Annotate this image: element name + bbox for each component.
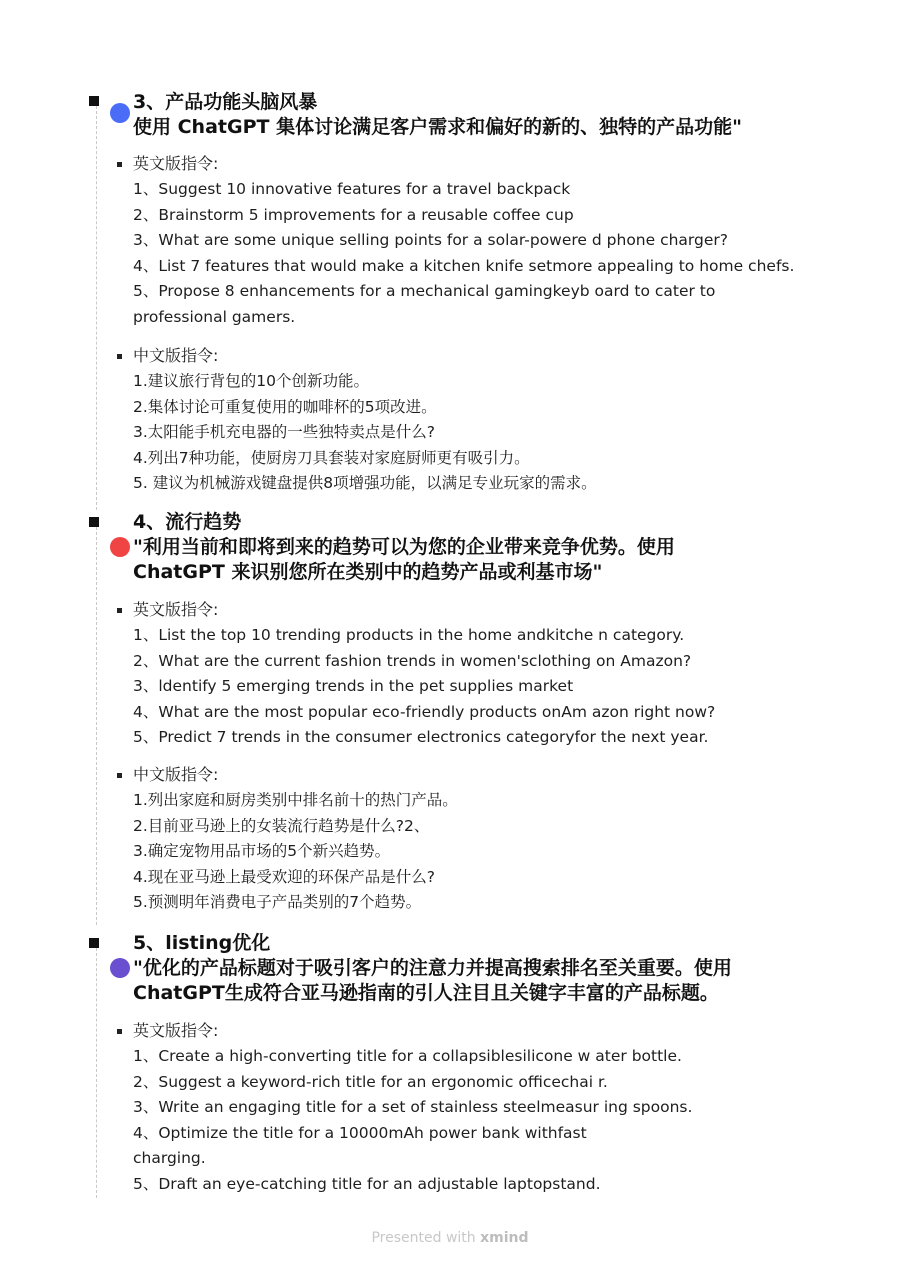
list-item: 2、Brainstorm 5 improvements for a reusable coffee cup xyxy=(133,205,574,224)
list-item: 3.确定宠物用品市场的5个新兴趋势。 xyxy=(133,842,391,860)
list-item: 4、What are the most popular eco-friendly products onAm azon right now? xyxy=(133,702,716,721)
list-item: 4、Optimize the title for a 10000mAh power bank withfast charging. xyxy=(133,1123,587,1167)
section-marker xyxy=(89,938,99,948)
en-instruction-list xyxy=(133,623,793,751)
connector-line xyxy=(96,948,97,1198)
list-item: 1.列出家庭和厨房类别中排名前十的热门产品。 xyxy=(133,791,458,809)
subtopic-bullet xyxy=(117,162,122,167)
list-item: 5.预测明年消费电子产品类别的7个趋势。 xyxy=(133,893,422,911)
subtopic-bullet xyxy=(117,354,122,359)
list-item: 5、Draft an eye-catching title for an adjustable laptopstand. xyxy=(133,1174,601,1193)
connector-line xyxy=(96,527,97,925)
en-instruction-list xyxy=(133,1044,793,1197)
footer-credit xyxy=(0,1230,900,1246)
list-item: 3、ldentify 5 emerging trends in the pet supplies market xyxy=(133,677,574,695)
en-heading: 英文版指令: xyxy=(133,154,219,173)
section-title: 5、listing优化 "优化的产品标题对于吸引客户的注意力并提高搜索排名至关重要。使用 ChatGPT生成符合亚马逊指南的引人注目且关键字丰富的产品标题。 xyxy=(133,932,732,1004)
list-item: 2、Suggest a keyword-rich title for an ergonomic officechai r. xyxy=(133,1072,608,1091)
list-item: 1.建议旅行背包的10个创新功能。 xyxy=(133,372,370,390)
topic-dot xyxy=(110,537,130,557)
list-item: 5. 建议为机械游戏键盘提供8项增强功能，以满足专业玩家的需求。 xyxy=(133,474,597,492)
en-instruction-list xyxy=(133,177,793,330)
section-marker xyxy=(89,96,99,106)
list-item: 1、List the top 10 trending products in the home andkitche n category. xyxy=(133,626,685,644)
list-item: 3、What are some unique selling points for a solar-powere d phone charger? xyxy=(133,231,729,249)
section-title: 3、产品功能头脑风暴 使用 ChatGPT 集体讨论满足客户需求和偏好的新的、独特的产品功能" xyxy=(133,91,742,138)
topic-dot xyxy=(110,103,130,123)
subtopic-bullet xyxy=(117,1029,122,1034)
xmind-logo: xmind xyxy=(480,1230,529,1246)
section-title: 4、流行趋势 "利用当前和即将到来的趋势可以为您的企业带来竞争优势。使用 ChatGPT 来识别您所在类别中的趋势产品或利基市场" xyxy=(133,511,675,583)
list-item: 5、Propose 8 enhancements for a mechanical gamingkeyb oard to cater to professional gamers. xyxy=(133,282,716,326)
zh-instruction-list xyxy=(133,788,793,916)
list-item: 4.现在亚马逊上最受欢迎的环保产品是什么? xyxy=(133,867,436,886)
subtopic-bullet xyxy=(117,608,122,613)
list-item: 1、Suggest 10 innovative features for a travel backpack xyxy=(133,180,571,198)
list-item: 2.集体讨论可重复使用的咖啡杯的5项改进。 xyxy=(133,397,437,416)
section-marker xyxy=(89,517,99,527)
list-item: 1、Create a high-converting title for a collapsiblesilicone w ater bottle. xyxy=(133,1047,682,1065)
list-item: 5、Predict 7 trends in the consumer electronics categoryfor the next year. xyxy=(133,728,709,746)
en-heading: 英文版指令: xyxy=(133,1021,219,1040)
connector-line xyxy=(96,106,97,510)
list-item: 2、What are the current fashion trends in women'sclothing on Amazon? xyxy=(133,651,692,670)
footer-prefix: Presented with xyxy=(371,1230,481,1246)
list-item: 3.太阳能手机充电器的一些独特卖点是什么? xyxy=(133,423,436,441)
list-item: 4.列出7种功能，使厨房刀具套装对家庭厨师更有吸引力。 xyxy=(133,448,530,467)
zh-heading: 中文版指令: xyxy=(133,346,219,365)
zh-heading: 中文版指令: xyxy=(133,765,219,784)
list-item: 4、List 7 features that would make a kitchen knife setmore appealing to home chefs. xyxy=(133,256,795,275)
list-item: 3、Write an engaging title for a set of stainless steelmeasur ing spoons. xyxy=(133,1098,693,1116)
en-heading: 英文版指令: xyxy=(133,600,219,619)
topic-dot xyxy=(110,958,130,978)
subtopic-bullet xyxy=(117,773,122,778)
list-item: 2.目前亚马逊上的女装流行趋势是什么?2、 xyxy=(133,816,430,835)
zh-instruction-list xyxy=(133,369,793,497)
